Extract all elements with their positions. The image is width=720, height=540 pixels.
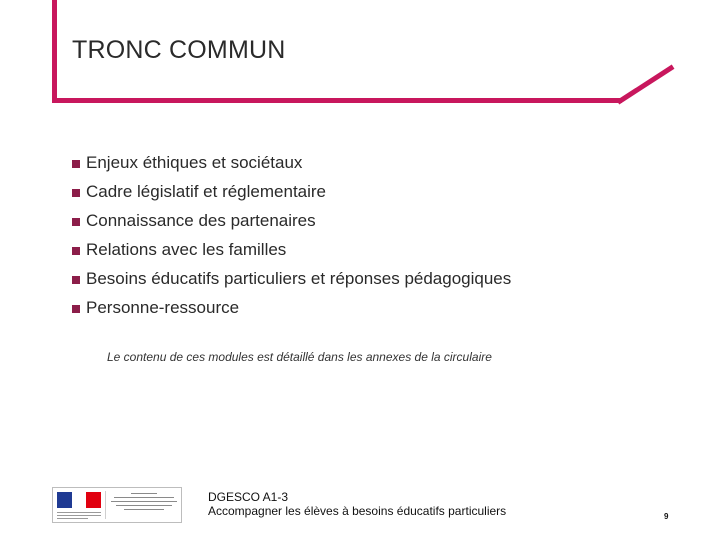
list-item (72, 264, 511, 293)
list-item (72, 148, 511, 177)
square-bullet-icon (72, 218, 80, 226)
footer-caption (208, 490, 506, 518)
list-item-text: Besoins éducatifs particuliers et réponses pédagogiques (86, 268, 512, 288)
square-bullet-icon (72, 160, 80, 168)
footer-subtitle: Accompagner les élèves à besoins éducatifs particuliers (208, 504, 507, 518)
square-bullet-icon (72, 247, 80, 255)
list-item (72, 206, 511, 235)
square-bullet-icon (72, 276, 80, 284)
french-flag-icon (57, 492, 101, 508)
list-item-text: Relations avec les familles (86, 239, 287, 259)
list-item-text: Connaissance des partenaires (86, 210, 316, 230)
ministry-logo-icon (52, 487, 182, 523)
topic-list (72, 148, 511, 322)
circular-note: Le contenu de ces modules est détaillé dans les annexes de la circulaire (107, 350, 492, 364)
list-item (72, 235, 511, 264)
list-item (72, 293, 511, 322)
list-item (72, 177, 511, 206)
footer-department: DGESCO A1-3 (208, 490, 289, 504)
square-bullet-icon (72, 189, 80, 197)
list-item-text: Personne-ressource (86, 297, 240, 317)
list-item-text: Enjeux éthiques et sociétaux (86, 152, 303, 172)
square-bullet-icon (72, 305, 80, 313)
page-number: 9 (664, 512, 669, 521)
list-item-text: Cadre législatif et réglementaire (86, 181, 327, 201)
page-title: TRONC COMMUN (72, 36, 286, 64)
